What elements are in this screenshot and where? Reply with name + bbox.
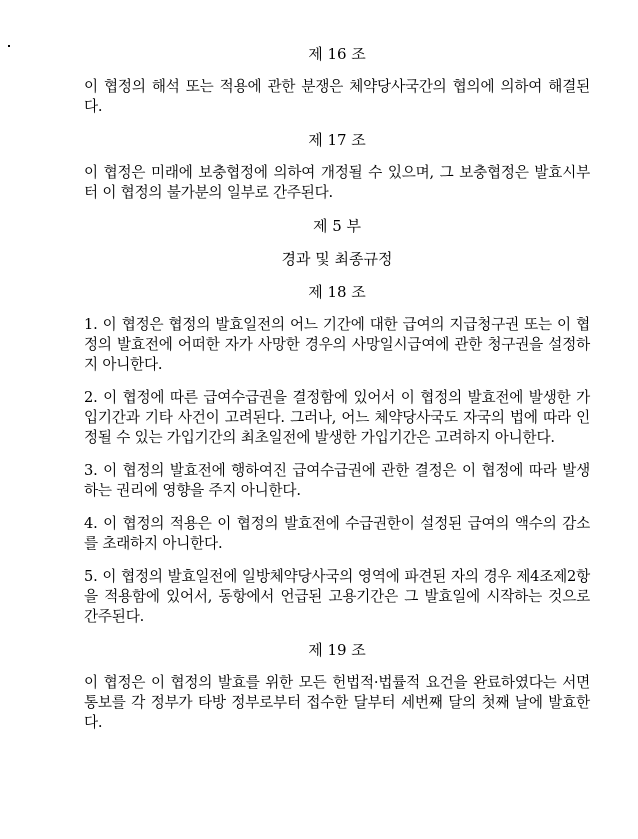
article-16-text: 이 협정의 해석 또는 적용에 관한 분쟁은 체약당사국간의 협의에 의하여 해결된다.: [84, 78, 590, 115]
part-5-heading: 제 5 부: [312, 217, 362, 235]
part-5-title: 경과 및 최종규정: [281, 250, 393, 268]
article-18-para-3: 3. 이 협정의 발효전에 행하여진 급여수급권에 관한 결정은 이 협정에 따라 발생하는 권리에 영향을 주지 아니한다.: [84, 462, 590, 499]
article-17-text: 이 협정은 미래에 보충협정에 의하여 개정될 수 있으며, 그 보충협정은 발효시부터 이 협정의 불가분의 일부로 간주된다.: [84, 164, 590, 201]
article-18-para-5: 5. 이 협정의 발효일전에 일방체약당사국의 영역에 파견된 자의 경우 제4조제2항을 적용함에 있어서, 동항에서 언급된 고용기간은 그 발효일에 시작하는 것으로 간주된다.: [84, 568, 590, 625]
article-16-heading: 제 16 조: [308, 45, 366, 63]
article-19-text: 이 협정은 이 협정의 발효를 위한 모든 헌법적·법률적 요건을 완료하였다는 서면통보를 각 정부가 타방 정부로부터 접수한 달부터 세번째 달의 첫째 날에 발효한다.: [84, 674, 590, 731]
scan-speck: [8, 45, 10, 47]
article-18-heading: 제 18 조: [308, 283, 366, 301]
document-page: [84, 44, 590, 733]
article-17-heading: 제 17 조: [308, 131, 366, 149]
article-18-para-1: 1. 이 협정은 협정의 발효일전의 어느 기간에 대한 급여의 지급청구권 또는 이 협정의 발효전에 어떠한 자가 사망한 경우의 사망일시급여에 관한 청구권을 설정하지 아니한다.: [84, 316, 590, 373]
article-19-heading: 제 19 조: [308, 641, 366, 659]
article-18-para-4: 4. 이 협정의 적용은 이 협정의 발효전에 수급권한이 설정된 급여의 액수의 감소를 초래하지 아니한다.: [84, 515, 590, 552]
article-18-para-2: 2. 이 협정에 따른 급여수급권을 결정함에 있어서 이 협정의 발효전에 발생한 가입기간과 기타 사건이 고려된다. 그러나, 어느 체약당사국도 자국의 법에 따라 인정될 수 있는 가입기간의 최초일전에 발생한 가입기간은 고려하지 아니한다.: [84, 389, 590, 446]
